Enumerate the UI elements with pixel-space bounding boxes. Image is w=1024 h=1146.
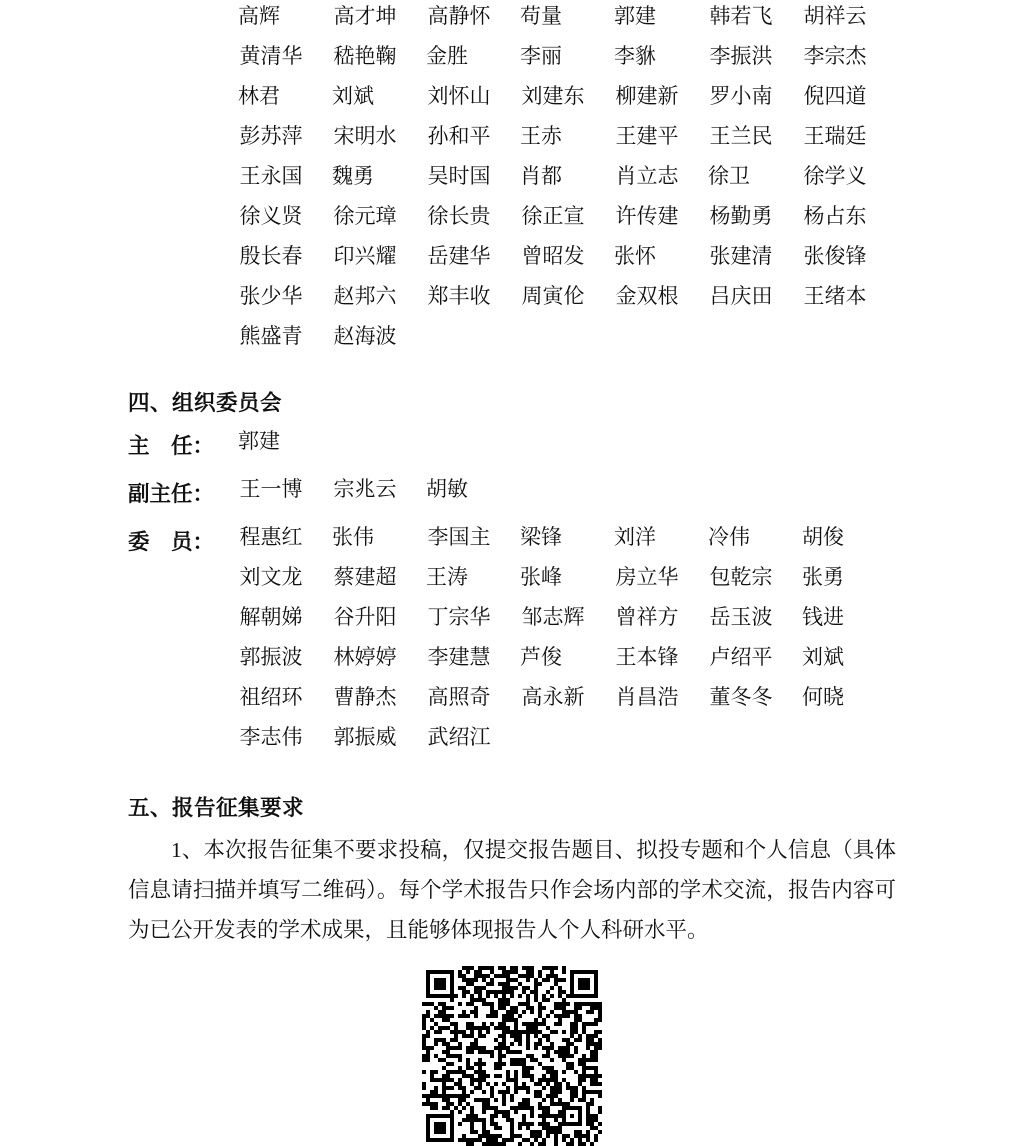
committee-member-name: 印兴耀 bbox=[333, 244, 397, 268]
name-row bbox=[224, 320, 896, 360]
committee-member-name: 金双根 bbox=[615, 284, 679, 308]
committee-member-name: 徐卫 bbox=[708, 164, 750, 188]
committee-member-name: 肖都 bbox=[520, 164, 562, 188]
committee-member-name: 孙和平 bbox=[427, 124, 491, 148]
role-member-list bbox=[224, 425, 896, 465]
name-row bbox=[224, 200, 896, 240]
committee-member-name: 冷伟 bbox=[708, 525, 750, 549]
name-row bbox=[224, 240, 896, 280]
role-label: 主 任： bbox=[128, 434, 215, 458]
committee-member-name: 王绪本 bbox=[803, 284, 867, 308]
name-row bbox=[224, 40, 896, 80]
committee-member-name: 张建清 bbox=[709, 244, 773, 268]
committee-member-name: 高才坤 bbox=[333, 4, 397, 28]
name-row bbox=[224, 473, 896, 513]
name-row bbox=[224, 561, 896, 601]
registration-qr-code bbox=[422, 966, 602, 1146]
section-four-heading: 四、组织委员会 bbox=[128, 391, 283, 415]
committee-member-name: 张伟 bbox=[332, 525, 374, 549]
name-row bbox=[224, 721, 896, 761]
committee-member-name: 武绍江 bbox=[427, 725, 491, 749]
committee-member-name: 李貅 bbox=[614, 44, 656, 68]
committee-member-name: 王本锋 bbox=[615, 645, 679, 669]
committee-member-name: 宗兆云 bbox=[333, 477, 397, 501]
name-row bbox=[224, 120, 896, 160]
name-row bbox=[224, 681, 896, 721]
role-block bbox=[128, 473, 896, 515]
committee-member-name: 高静怀 bbox=[427, 4, 491, 28]
committee-member-name: 李国主 bbox=[427, 525, 491, 549]
committee-member-name: 刘斌 bbox=[332, 84, 374, 108]
committee-member-name: 肖立志 bbox=[615, 164, 679, 188]
committee-member-name: 李建慧 bbox=[427, 645, 491, 669]
role-member-list bbox=[224, 521, 896, 761]
committee-member-name: 苟量 bbox=[520, 4, 562, 28]
committee-member-name: 岳建华 bbox=[427, 244, 491, 268]
committee-member-name: 胡祥云 bbox=[803, 4, 867, 28]
name-row bbox=[224, 0, 896, 40]
committee-member-name: 郑丰收 bbox=[427, 284, 491, 308]
academic-committee-name-grid bbox=[128, 0, 896, 360]
committee-member-name: 高照奇 bbox=[427, 685, 491, 709]
committee-member-name: 嵇艳鞠 bbox=[333, 44, 397, 68]
committee-member-name: 郭建 bbox=[614, 4, 656, 28]
committee-member-name: 吕庆田 bbox=[709, 284, 773, 308]
committee-member-name: 杨勤勇 bbox=[709, 204, 773, 228]
committee-member-name: 董冬冬 bbox=[709, 685, 773, 709]
section-four-block bbox=[128, 386, 896, 417]
committee-member-name: 林君 bbox=[238, 84, 280, 108]
role-block bbox=[128, 521, 896, 761]
committee-member-name: 肖昌浩 bbox=[615, 685, 679, 709]
committee-member-name: 曾昭发 bbox=[521, 244, 585, 268]
committee-member-name: 钱进 bbox=[802, 605, 844, 629]
committee-member-name: 刘建东 bbox=[521, 84, 585, 108]
name-row bbox=[224, 80, 896, 120]
committee-member-name: 徐长贵 bbox=[427, 204, 491, 228]
committee-member-name: 王瑞廷 bbox=[803, 124, 867, 148]
role-label: 委 员： bbox=[128, 530, 215, 554]
committee-member-name: 梁锋 bbox=[520, 525, 562, 549]
committee-member-name: 卢绍平 bbox=[709, 645, 773, 669]
committee-member-name: 黄清华 bbox=[239, 44, 303, 68]
committee-member-name: 邹志辉 bbox=[521, 605, 585, 629]
committee-member-name: 蔡建超 bbox=[333, 565, 397, 589]
committee-member-name: 包乾宗 bbox=[709, 565, 773, 589]
role-member-list bbox=[224, 473, 896, 513]
committee-member-name: 郭振波 bbox=[239, 645, 303, 669]
committee-member-name: 刘怀山 bbox=[427, 84, 491, 108]
committee-member-name: 王建平 bbox=[615, 124, 679, 148]
committee-member-name: 祖绍环 bbox=[239, 685, 303, 709]
committee-member-name: 谷升阳 bbox=[333, 605, 397, 629]
committee-member-name: 韩若飞 bbox=[709, 4, 773, 28]
committee-member-name: 柳建新 bbox=[615, 84, 679, 108]
committee-member-name: 徐元璋 bbox=[333, 204, 397, 228]
committee-member-name: 刘洋 bbox=[614, 525, 656, 549]
name-row bbox=[224, 160, 896, 200]
committee-member-name: 林婷婷 bbox=[333, 645, 397, 669]
committee-member-name: 王兰民 bbox=[709, 124, 773, 148]
section-five-heading: 五、报告征集要求 bbox=[128, 796, 305, 820]
committee-member-name: 倪四道 bbox=[803, 84, 867, 108]
committee-member-name: 杨占东 bbox=[803, 204, 867, 228]
committee-member-name: 张少华 bbox=[239, 284, 303, 308]
committee-member-name: 王永国 bbox=[239, 164, 303, 188]
committee-member-name: 徐正宣 bbox=[521, 204, 585, 228]
committee-member-name: 王赤 bbox=[520, 124, 562, 148]
name-row bbox=[224, 641, 896, 681]
committee-member-name: 许传建 bbox=[615, 204, 679, 228]
committee-member-name: 郭振威 bbox=[333, 725, 397, 749]
committee-member-name: 徐学义 bbox=[803, 164, 867, 188]
committee-member-name: 胡敏 bbox=[426, 477, 468, 501]
committee-member-name: 彭苏萍 bbox=[239, 124, 303, 148]
name-row bbox=[224, 521, 896, 561]
qr-code-container bbox=[128, 966, 896, 1146]
committee-member-name: 赵邦六 bbox=[333, 284, 397, 308]
committee-member-name: 何晓 bbox=[802, 685, 844, 709]
section-five-block bbox=[128, 791, 896, 822]
committee-member-name: 李志伟 bbox=[239, 725, 303, 749]
committee-member-name: 胡俊 bbox=[802, 525, 844, 549]
committee-member-name: 宋明水 bbox=[333, 124, 397, 148]
name-row bbox=[224, 601, 896, 641]
committee-member-name: 芦俊 bbox=[520, 645, 562, 669]
committee-member-name: 李宗杰 bbox=[803, 44, 867, 68]
committee-member-name: 徐义贤 bbox=[239, 204, 303, 228]
organizing-committee-roles bbox=[128, 425, 896, 761]
committee-member-name: 王一博 bbox=[239, 477, 303, 501]
committee-member-name: 李振洪 bbox=[709, 44, 773, 68]
name-row bbox=[224, 425, 896, 465]
committee-member-name: 金胜 bbox=[426, 44, 468, 68]
committee-member-name: 程惠红 bbox=[239, 525, 303, 549]
committee-member-name: 曾祥方 bbox=[615, 605, 679, 629]
committee-member-name: 周寅伦 bbox=[521, 284, 585, 308]
committee-member-name: 高辉 bbox=[238, 4, 280, 28]
committee-member-name: 罗小南 bbox=[709, 84, 773, 108]
role-label: 副主任： bbox=[128, 482, 215, 506]
committee-member-name: 高永新 bbox=[521, 685, 585, 709]
committee-member-name: 解朝娣 bbox=[239, 605, 303, 629]
committee-member-name: 魏勇 bbox=[332, 164, 374, 188]
committee-member-name: 丁宗华 bbox=[427, 605, 491, 629]
committee-member-name: 张怀 bbox=[614, 244, 656, 268]
committee-member-name: 曹静杰 bbox=[333, 685, 397, 709]
committee-member-name: 刘斌 bbox=[802, 645, 844, 669]
committee-member-name: 岳玉波 bbox=[709, 605, 773, 629]
committee-member-name: 赵海波 bbox=[333, 324, 397, 348]
committee-member-name: 张峰 bbox=[520, 565, 562, 589]
committee-member-name: 房立华 bbox=[615, 565, 679, 589]
committee-member-name: 李丽 bbox=[520, 44, 562, 68]
role-block bbox=[128, 425, 896, 467]
name-row bbox=[224, 280, 896, 320]
committee-member-name: 熊盛青 bbox=[239, 324, 303, 348]
committee-member-name: 张俊锋 bbox=[803, 244, 867, 268]
committee-member-name: 王涛 bbox=[426, 565, 468, 589]
committee-member-name: 殷长春 bbox=[239, 244, 303, 268]
committee-member-name: 郭建 bbox=[238, 429, 280, 453]
committee-member-name: 吴时国 bbox=[427, 164, 491, 188]
committee-member-name: 张勇 bbox=[802, 565, 844, 589]
call-for-papers-paragraph: 1、本次报告征集不要求投稿，仅提交报告题目、拟投专题和个人信息（具体信息请扫描并填写二维码）。每个学术报告只作会场内部的学术交流，报告内容可为已公开发表的学术成果，且能够体现报告人个人科研水平。 bbox=[128, 838, 896, 942]
committee-member-name: 刘文龙 bbox=[239, 565, 303, 589]
